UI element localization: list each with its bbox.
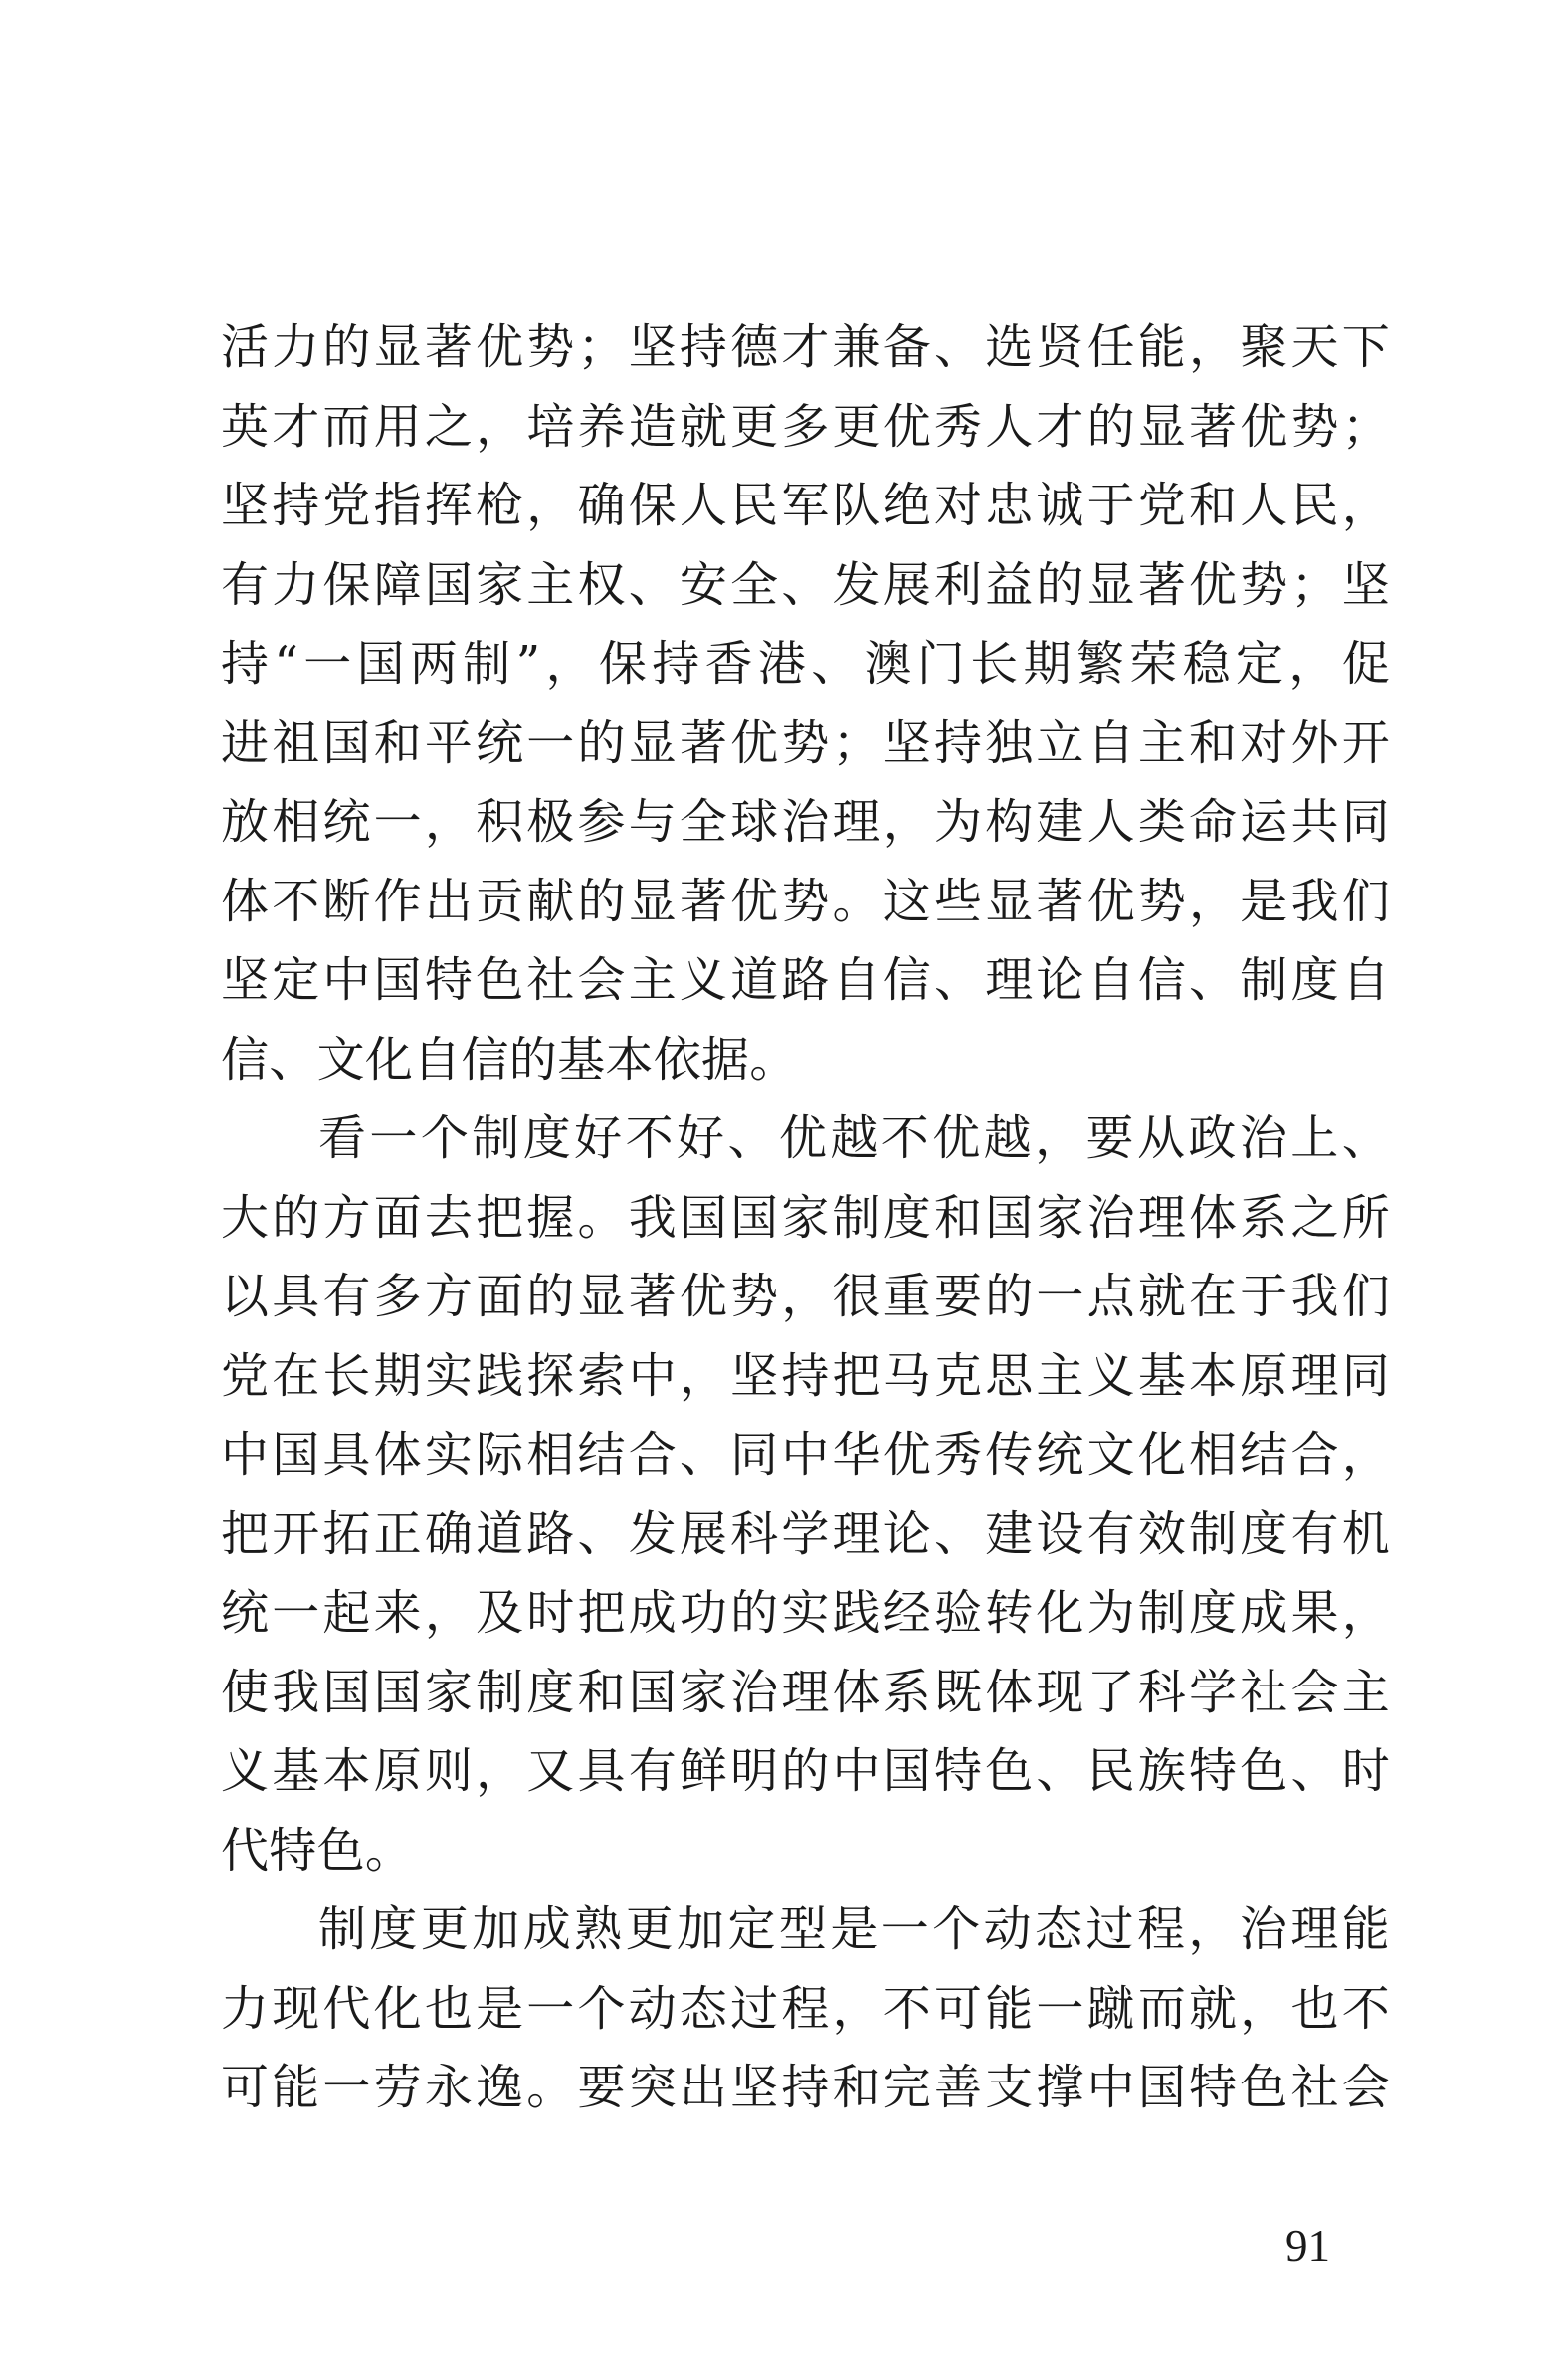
paragraph-1 — [221, 308, 1390, 1099]
text-line: 看一个制度好不好、优越不优越，要从政治上、 — [318, 1110, 1390, 1166]
text-line: 使我国国家制度和国家治理体系既体现了科学社会主 — [221, 1664, 1390, 1720]
text-line: 党在长期实践探索中，坚持把马克思主义基本原理同 — [221, 1347, 1390, 1404]
text-line: 体不断作出贡献的显著优势。这些显著优势，是我们 — [221, 873, 1390, 929]
text-line: 英才而用之，培养造就更多更优秀人才的显著优势； — [221, 398, 1390, 455]
text-line: 力现代化也是一个动态过程，不可能一蹴而就，也不 — [221, 1980, 1390, 2037]
text-line: 中国具体实际相结合、同中华优秀传统文化相结合， — [221, 1427, 1390, 1483]
text-line: 信、文化自信的基本依据。 — [221, 1031, 798, 1088]
text-line: 以具有多方面的显著优势，很重要的一点就在于我们 — [221, 1269, 1390, 1324]
text-line: 可能一劳永逸。要突出坚持和完善支撑中国特色社会 — [221, 2060, 1390, 2115]
text-line: 持“一国两制”，保持香港、澳门长期繁荣稳定，促 — [221, 636, 1390, 692]
text-line: 放相统一，积极参与全球治理，为构建人类命运共同 — [221, 794, 1390, 850]
text-line: 进祖国和平统一的显著优势；坚持独立自主和对外开 — [221, 714, 1390, 771]
text-line: 坚定中国特色社会主义道路自信、理论自信、制度自 — [221, 952, 1390, 1008]
paragraph-3 — [221, 1890, 1390, 2128]
text-line: 统一起来，及时把成功的实践经验转化为制度成果， — [221, 1585, 1390, 1641]
text-line: 制度更加成熟更加定型是一个动态过程，治理能 — [318, 1901, 1390, 1957]
text-line: 活力的显著优势；坚持德才兼备、选贤任能，聚天下 — [221, 319, 1390, 375]
page-number: 91 — [1285, 2221, 1330, 2271]
text-line: 把开拓正确道路、发展科学理论、建设有效制度有机 — [221, 1505, 1390, 1562]
body-text — [221, 308, 1390, 2128]
text-line: 大的方面去把握。我国国家制度和国家治理体系之所 — [221, 1189, 1390, 1246]
text-line: 代特色。 — [221, 1822, 414, 1879]
paragraph-2 — [221, 1099, 1390, 1890]
text-line: 义基本原则，又具有鲜明的中国特色、民族特色、时 — [221, 1743, 1390, 1799]
text-line: 有力保障国家主权、安全、发展利益的显著优势；坚 — [221, 556, 1390, 613]
text-line: 坚持党指挥枪，确保人民军队绝对忠诚于党和人民， — [221, 478, 1390, 533]
